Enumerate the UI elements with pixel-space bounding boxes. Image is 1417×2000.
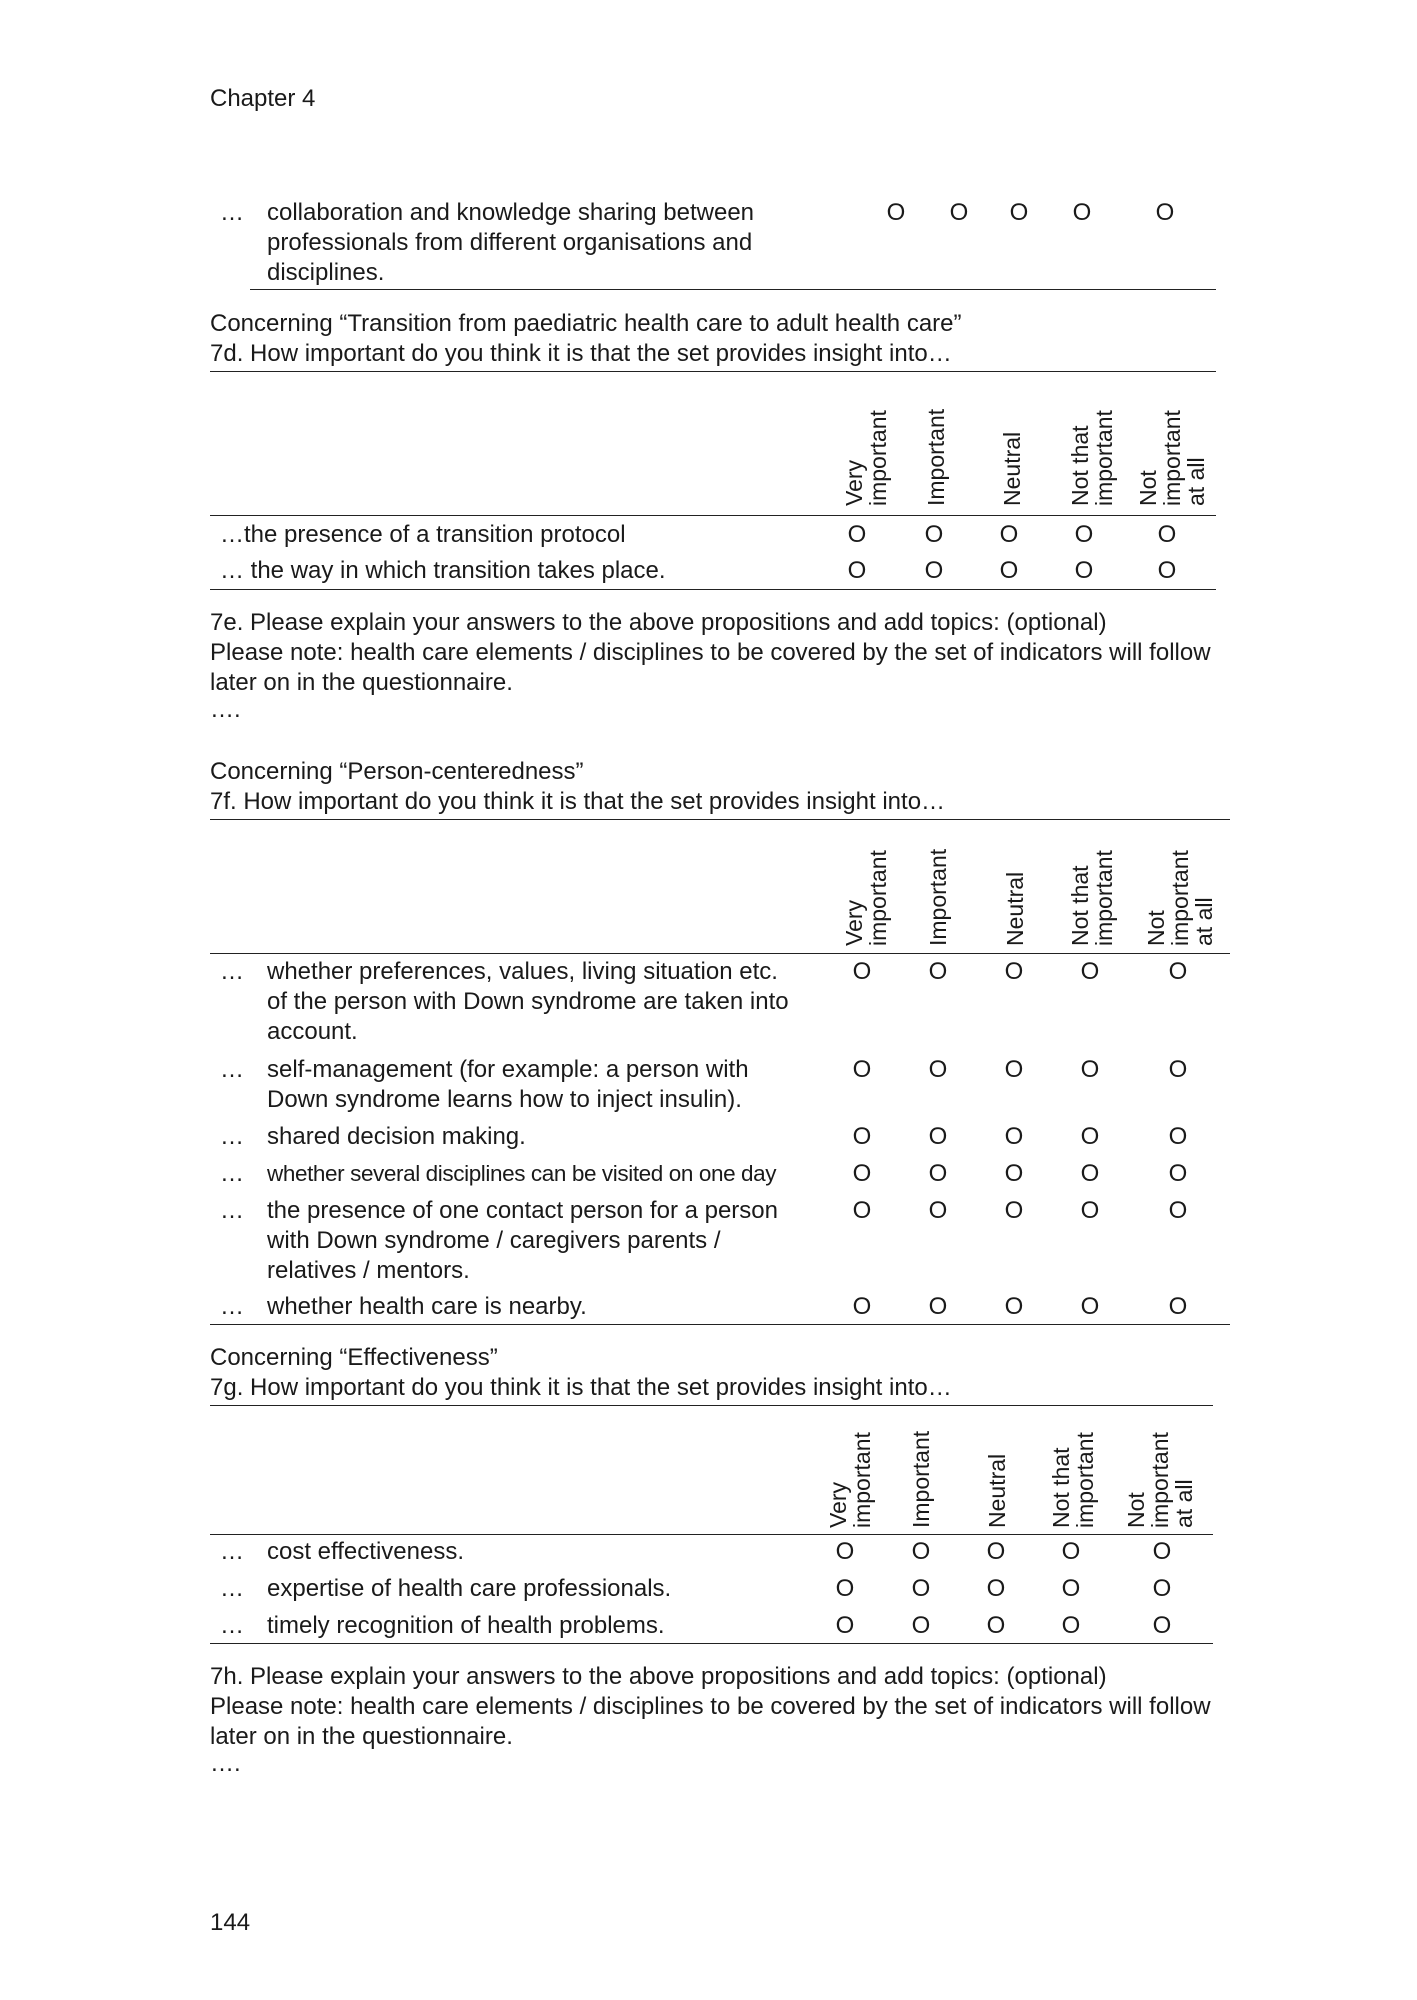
- radio-option[interactable]: O: [924, 521, 944, 548]
- column-header-important: Important: [908, 1430, 934, 1528]
- page-number: 144: [210, 1909, 251, 1936]
- divider: [210, 589, 1216, 590]
- row-text: shared decision making.: [267, 1123, 526, 1150]
- radio-option[interactable]: O: [911, 1612, 931, 1639]
- radio-option[interactable]: O: [1004, 1293, 1024, 1320]
- row-prefix: …: [220, 199, 244, 226]
- question-text: 7d. How important do you think it is that the set provides insight into…: [210, 340, 952, 367]
- radio-option[interactable]: O: [911, 1575, 931, 1602]
- divider: [210, 1534, 1213, 1535]
- radio-option[interactable]: O: [1004, 1123, 1024, 1150]
- radio-option[interactable]: O: [1004, 1056, 1024, 1083]
- divider: [210, 819, 1230, 820]
- radio-option[interactable]: O: [1004, 1197, 1024, 1224]
- radio-option[interactable]: O: [852, 1293, 872, 1320]
- row-text: whether preferences, values, living situation etc. of the person with Down syndrome are taken into account.: [267, 958, 789, 1045]
- radio-option[interactable]: O: [924, 557, 944, 584]
- column-header-important: Important: [925, 848, 951, 946]
- column-header-not-that-important: Not that important: [1067, 410, 1117, 506]
- radio-option[interactable]: O: [1009, 199, 1029, 226]
- radio-option[interactable]: O: [1080, 1197, 1100, 1224]
- column-header-very-important: Very important: [841, 850, 891, 946]
- radio-option[interactable]: O: [1152, 1538, 1172, 1565]
- radio-option[interactable]: O: [986, 1612, 1006, 1639]
- radio-option[interactable]: O: [1168, 1160, 1188, 1187]
- chapter-header: Chapter 4: [210, 85, 316, 112]
- column-header-neutral: Neutral: [984, 1453, 1010, 1528]
- radio-option[interactable]: O: [928, 1123, 948, 1150]
- radio-option[interactable]: O: [1080, 1056, 1100, 1083]
- radio-option[interactable]: O: [1152, 1575, 1172, 1602]
- row-prefix: …: [220, 1612, 244, 1639]
- radio-option[interactable]: O: [886, 199, 906, 226]
- radio-option[interactable]: O: [835, 1575, 855, 1602]
- row-text: collaboration and knowledge sharing between professionals from different organisations and disciplines.: [267, 199, 755, 286]
- divider: [210, 1324, 1230, 1325]
- row-text: self-management (for example: a person with Down syndrome learns how to inject insulin).: [267, 1056, 749, 1113]
- radio-option[interactable]: O: [835, 1538, 855, 1565]
- radio-option[interactable]: O: [949, 199, 969, 226]
- row-prefix: …: [220, 958, 244, 985]
- answer-placeholder[interactable]: ….: [210, 696, 241, 723]
- column-header-not-that-important: Not that important: [1067, 850, 1117, 946]
- row-text: whether several disciplines can be visited on one day: [267, 1161, 777, 1186]
- divider: [210, 371, 1216, 372]
- column-header-not-important-at-all: Not important at all: [1143, 850, 1217, 946]
- radio-option[interactable]: O: [986, 1538, 1006, 1565]
- radio-option[interactable]: O: [847, 521, 867, 548]
- divider: [210, 1405, 1213, 1406]
- radio-option[interactable]: O: [1074, 521, 1094, 548]
- column-header-not-that-important: Not that important: [1048, 1432, 1098, 1528]
- row-prefix: …: [220, 1197, 244, 1224]
- radio-option[interactable]: O: [852, 958, 872, 985]
- explain-prompt: 7h. Please explain your answers to the above propositions and add topics: (optional): [210, 1663, 1107, 1690]
- radio-option[interactable]: O: [999, 521, 1019, 548]
- radio-option[interactable]: O: [1080, 1160, 1100, 1187]
- radio-option[interactable]: O: [852, 1160, 872, 1187]
- radio-option[interactable]: O: [928, 958, 948, 985]
- radio-option[interactable]: O: [1155, 199, 1175, 226]
- radio-option[interactable]: O: [928, 1160, 948, 1187]
- row-text: whether health care is nearby.: [267, 1293, 587, 1320]
- radio-option[interactable]: O: [1157, 557, 1177, 584]
- column-header-important: Important: [923, 408, 949, 506]
- note-text: later on in the questionnaire.: [210, 1723, 513, 1750]
- radio-option[interactable]: O: [1004, 958, 1024, 985]
- row-prefix: …: [220, 1538, 244, 1565]
- explain-prompt: 7e. Please explain your answers to the above propositions and add topics: (optional): [210, 609, 1107, 636]
- row-text: expertise of health care professionals.: [267, 1575, 672, 1602]
- radio-option[interactable]: O: [1168, 1123, 1188, 1150]
- note-text: later on in the questionnaire.: [210, 669, 513, 696]
- column-header-not-important-at-all: Not important at all: [1123, 1432, 1197, 1528]
- column-header-very-important: Very important: [841, 410, 891, 506]
- radio-option[interactable]: O: [1072, 199, 1092, 226]
- row-text: cost effectiveness.: [267, 1538, 464, 1565]
- radio-option[interactable]: O: [928, 1293, 948, 1320]
- radio-option[interactable]: O: [1168, 1293, 1188, 1320]
- note-text: Please note: health care elements / disciplines to be covered by the set of indicators will follow: [210, 639, 1211, 666]
- divider: [210, 953, 1230, 954]
- radio-option[interactable]: O: [1080, 958, 1100, 985]
- divider: [210, 515, 1216, 516]
- radio-option[interactable]: O: [1168, 1197, 1188, 1224]
- row-prefix: …: [220, 1293, 244, 1320]
- radio-option[interactable]: O: [1080, 1293, 1100, 1320]
- radio-option[interactable]: O: [847, 557, 867, 584]
- concerning-heading: Concerning “Transition from paediatric health care to adult health care”: [210, 310, 962, 337]
- column-header-very-important: Very important: [825, 1432, 875, 1528]
- radio-option[interactable]: O: [1080, 1123, 1100, 1150]
- radio-option[interactable]: O: [1061, 1538, 1081, 1565]
- radio-option[interactable]: O: [1004, 1160, 1024, 1187]
- radio-option[interactable]: O: [1157, 521, 1177, 548]
- radio-option[interactable]: O: [1061, 1612, 1081, 1639]
- column-header-not-important-at-all: Not important at all: [1135, 410, 1209, 506]
- row-prefix: …: [220, 1575, 244, 1602]
- note-text: Please note: health care elements / disciplines to be covered by the set of indicators will follow: [210, 1693, 1211, 1720]
- radio-option[interactable]: O: [1152, 1612, 1172, 1639]
- row-text: the presence of one contact person for a person with Down syndrome / caregivers parents / relatives / mentors.: [267, 1197, 778, 1284]
- radio-option[interactable]: O: [1061, 1575, 1081, 1602]
- radio-option[interactable]: O: [928, 1056, 948, 1083]
- question-text: 7g. How important do you think it is that the set provides insight into…: [210, 1374, 952, 1401]
- radio-option[interactable]: O: [986, 1575, 1006, 1602]
- row-prefix: …: [220, 1160, 244, 1187]
- question-text: 7f. How important do you think it is that the set provides insight into…: [210, 788, 946, 815]
- radio-option[interactable]: O: [1074, 557, 1094, 584]
- row-text: … the way in which transition takes place.: [220, 557, 666, 584]
- radio-option[interactable]: O: [999, 557, 1019, 584]
- radio-option[interactable]: O: [928, 1197, 948, 1224]
- radio-option[interactable]: O: [852, 1123, 872, 1150]
- answer-placeholder[interactable]: ….: [210, 1750, 241, 1777]
- radio-option[interactable]: O: [911, 1538, 931, 1565]
- radio-option[interactable]: O: [1168, 1056, 1188, 1083]
- row-prefix: …: [220, 1123, 244, 1150]
- column-header-neutral: Neutral: [1002, 871, 1028, 946]
- row-text: timely recognition of health problems.: [267, 1612, 665, 1639]
- concerning-heading: Concerning “Effectiveness”: [210, 1344, 498, 1371]
- column-header-neutral: Neutral: [999, 431, 1025, 506]
- radio-option[interactable]: O: [835, 1612, 855, 1639]
- radio-option[interactable]: O: [852, 1056, 872, 1083]
- row-prefix: …: [220, 1056, 244, 1083]
- radio-option[interactable]: O: [1168, 958, 1188, 985]
- divider: [250, 289, 1216, 290]
- radio-option[interactable]: O: [852, 1197, 872, 1224]
- concerning-heading: Concerning “Person-centeredness”: [210, 758, 584, 785]
- divider: [210, 1643, 1213, 1644]
- row-text: …the presence of a transition protocol: [220, 521, 626, 548]
